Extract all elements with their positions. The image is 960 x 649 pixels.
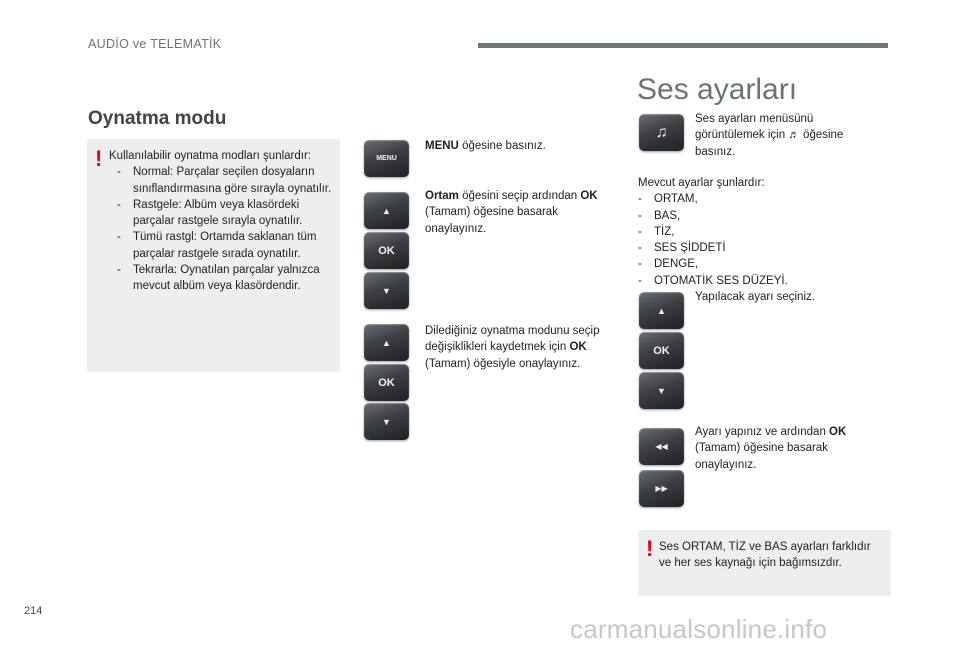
music-note-button[interactable]: ♫ [639, 114, 684, 151]
ok-button-2[interactable]: OK [364, 364, 409, 401]
step-adjust-confirm: Ayarı yapınız ve ardından OK (Tamam) öğesine basarak onaylayınız. [695, 426, 847, 471]
section-title-sound-settings: Ses ayarları [637, 73, 798, 106]
setting-balance: - DENGE, [638, 256, 868, 272]
step-press-menu: MENU öğesine basınız. [425, 140, 546, 152]
step-confirm-mode: Dilediğiniz oynatma modunu seçip değişiklikleri kaydetmek için OK (Tamam) öğesiyle onaylayınız. [425, 325, 600, 370]
watermark: carmanualsonline.info [570, 614, 828, 644]
mode-normal: - Normal: Parçalar seçilen dosyaların sınıflandırmasına göre sırayla oynatılır. [109, 164, 335, 197]
down-button-2[interactable]: ▼ [364, 403, 409, 440]
setting-bass: - BAS, [638, 208, 868, 224]
modes-intro: Kullanılabilir oynatma modları şunlardır: [109, 150, 311, 162]
setting-auto-volume: - OTOMATİK SES DÜZEYİ. [638, 273, 868, 289]
header-divider [478, 43, 888, 48]
rewind-button[interactable]: ◀◀ [639, 428, 684, 465]
section-header: AUDİO ve TELEMATİK [88, 37, 222, 51]
forward-button[interactable]: ▶▶ [639, 470, 684, 507]
modes-list [109, 164, 335, 294]
up-button-2[interactable]: ▲ [364, 324, 409, 361]
page-number: 214 [24, 605, 43, 617]
mode-random: - Rastgele: Albüm veya klasördeki parçalar rastgele sırayla oynatılır. [109, 197, 335, 230]
section-title-playback-mode: Oynatma modu [88, 108, 227, 129]
sound-note-text: Ses ORTAM, TİZ ve BAS ayarları farklıdır ve her ses kaynağı için bağımsızdır. [659, 541, 871, 570]
down-button-3[interactable]: ▼ [639, 372, 684, 409]
step-open-sound-menu: Ses ayarları menüsünü görüntülemek için ♬ öğesine basınız. [695, 113, 844, 158]
setting-ambience: - ORTAM, [638, 191, 868, 207]
sound-settings-note [638, 530, 891, 596]
mode-repeat: - Tekrarla: Oynatılan parçalar yalnızca mevcut albüm veya klasördendir. [109, 262, 335, 295]
menu-button[interactable]: MENU [364, 140, 409, 177]
warning-icon-2: ! [646, 536, 654, 561]
ok-button-3[interactable]: OK [639, 332, 684, 369]
setting-volume: - SES ŞİDDETİ [638, 240, 868, 256]
settings-list-block [638, 175, 868, 289]
ok-button[interactable]: OK [364, 232, 409, 269]
music-note-icon: ♬ [788, 129, 800, 142]
settings-list [638, 191, 868, 289]
step-select-media: Ortam öğesini seçip ardından OK (Tamam) öğesine basarak onaylayınız. [425, 190, 598, 235]
up-button[interactable]: ▲ [364, 192, 409, 229]
settings-intro: Mevcut ayarlar şunlardır: [638, 177, 765, 189]
up-button-3[interactable]: ▲ [639, 292, 684, 329]
setting-treble: - TİZ, [638, 224, 868, 240]
down-button[interactable]: ▼ [364, 272, 409, 309]
warning-icon: ! [95, 146, 103, 171]
playback-modes-note [87, 139, 340, 372]
mode-random-all: - Tümü rastgl: Ortamda saklanan tüm parçalar rastgele sırada oynatılır. [109, 229, 335, 262]
step-select-setting: Yapılacak ayarı seçiniz. [695, 291, 815, 303]
